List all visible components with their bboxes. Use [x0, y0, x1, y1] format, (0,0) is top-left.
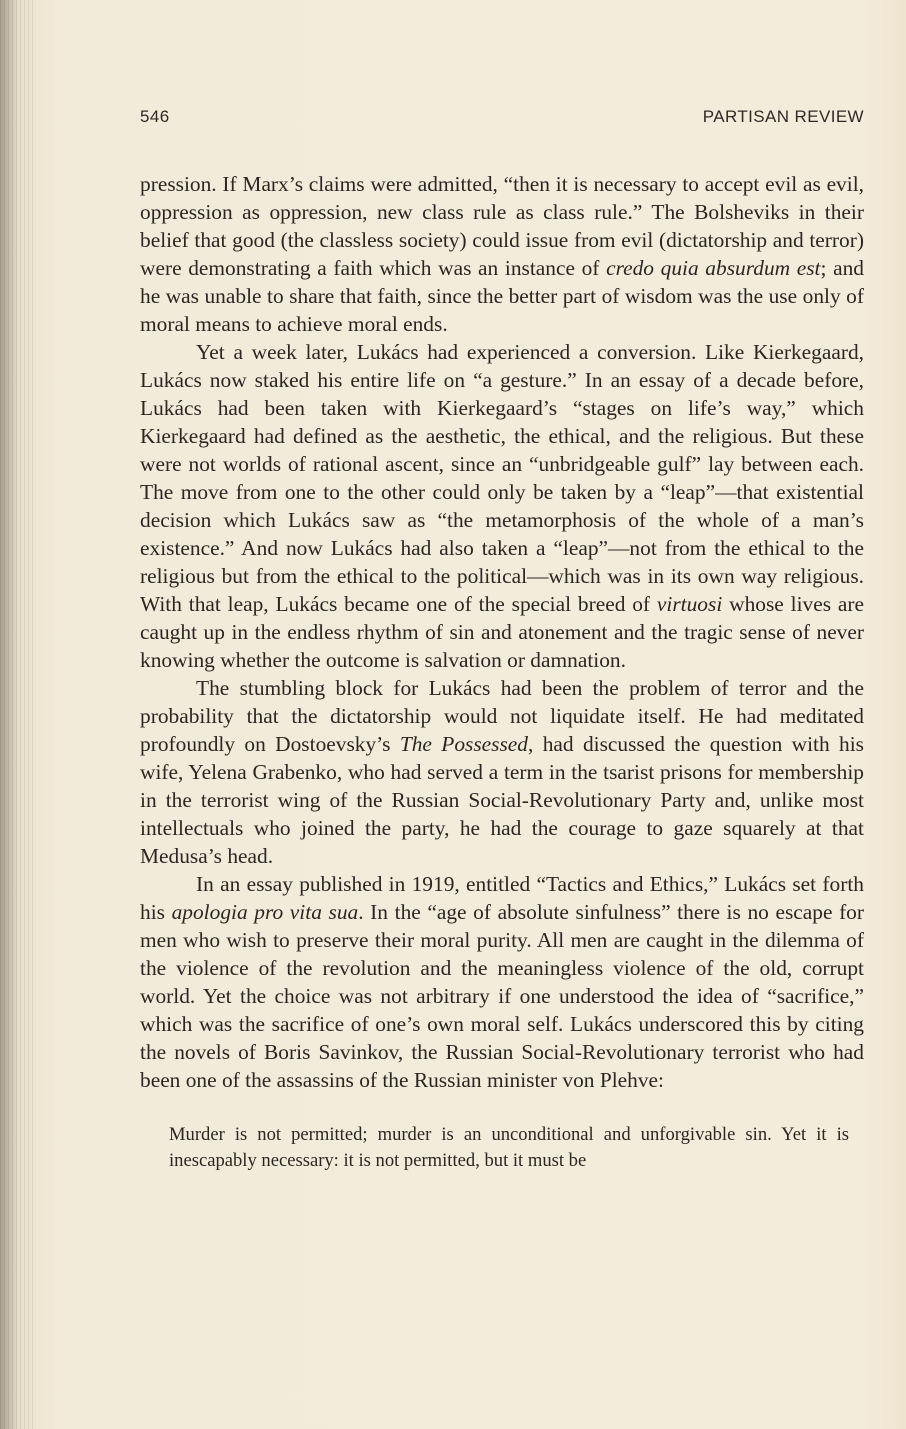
paragraph-4-text-a: In an essay published in 1919, entitled “Tactics and Ethics,” Lukács set forth his — [140, 872, 864, 924]
page-header — [140, 107, 864, 131]
page-number: 546 — [140, 107, 170, 126]
paragraph-1-text-a: pression. If Marx’s claims were admitted, “then it is necessary to accept evil as evil, oppression as oppression, new class rule as class rule.” The Bolsheviks in their belief that good (the classless society) could issue from evil (dictatorship and terror) were demonstrating a faith which was an instance of — [140, 172, 864, 280]
paragraph-1 — [140, 170, 864, 338]
paragraph-3-text-c: , had discussed the question with his wife, Yelena Grabenko, who had served a term in the tsarist prisons for membership in the terrorist wing of the Russian Social-Revolutionary Party and, unlike most intellectuals who joined the party, he had the courage to gaze squarely at that Medusa’s head. — [140, 732, 864, 868]
paragraph-4 — [140, 870, 864, 1094]
block-quote: Murder is not permitted; murder is an unconditional and unforgivable sin. Yet it is inescapably necessary: it is not permitted, but it must be — [169, 1124, 849, 1171]
paragraph-4-text-c: . In the “age of absolute sinfulness” there is no escape for men who wish to preserve their moral purity. All men are caught in the dilemma of the violence of the revolution and the meaningless violence of the old, corrupt world. Yet the choice was not arbitrary if one understood the idea of “sacrifice,” which was the sacrifice of one’s own moral self. Lukács underscored this by citing the novels of Boris Savinkov, the Russian Social-Revolutionary terrorist who had been one of the assassins of the Russian minister von Plehve: — [140, 900, 865, 1092]
paragraph-3 — [140, 674, 864, 870]
paragraph-1-text-c: ; and he was unable to share that faith, since the better part of wisdom was the use only of moral means to achieve moral ends. — [140, 256, 864, 336]
paragraph-2-italic: virtuosi — [656, 592, 723, 616]
paragraph-3-text-a: The stumbling block for Lukács had been the problem of terror and the probability that the dictatorship would not liquidate itself. He had meditated profoundly on Dostoevsky’s — [140, 676, 864, 756]
paragraph-4-italic: apologia pro vita sua — [171, 900, 359, 924]
paragraph-3-italic: The Possessed — [399, 732, 528, 756]
body-text — [140, 170, 864, 1174]
running-head: PARTISAN REVIEW — [702, 107, 864, 126]
paragraph-1-italic: credo quia absurdum est — [606, 256, 821, 280]
paragraph-2-text-a: Yet a week later, Lukács had experienced a conversion. Like Kierkegaard, Lukács now staked his entire life on “a gesture.” In an essay of a decade before, Lukács had been taken with Kierkegaard’s “stages on life’s way,” which Kierkegaard had defined as the aesthetic, the ethical, and the religious. But these were not worlds of rational ascent, since an “unbridgeable gulf” lay between each. The move from one to the other could only be taken by a “leap”—that existential decision which Lukács saw as “the metamorphosis of the whole of a man’s existence.” And now Lukács had also taken a “leap”—not from the ethical to the religious but from the ethical to the political—which was in its own way religious. With that leap, Lukács became one of the special breed of — [140, 340, 864, 616]
paragraph-2-text-c: whose lives are caught up in the endless rhythm of sin and atonement and the tragic sense of never knowing whether the outcome is salvation or damnation. — [140, 592, 864, 672]
binding-shadow — [0, 0, 18, 1429]
paragraph-2 — [140, 338, 864, 674]
